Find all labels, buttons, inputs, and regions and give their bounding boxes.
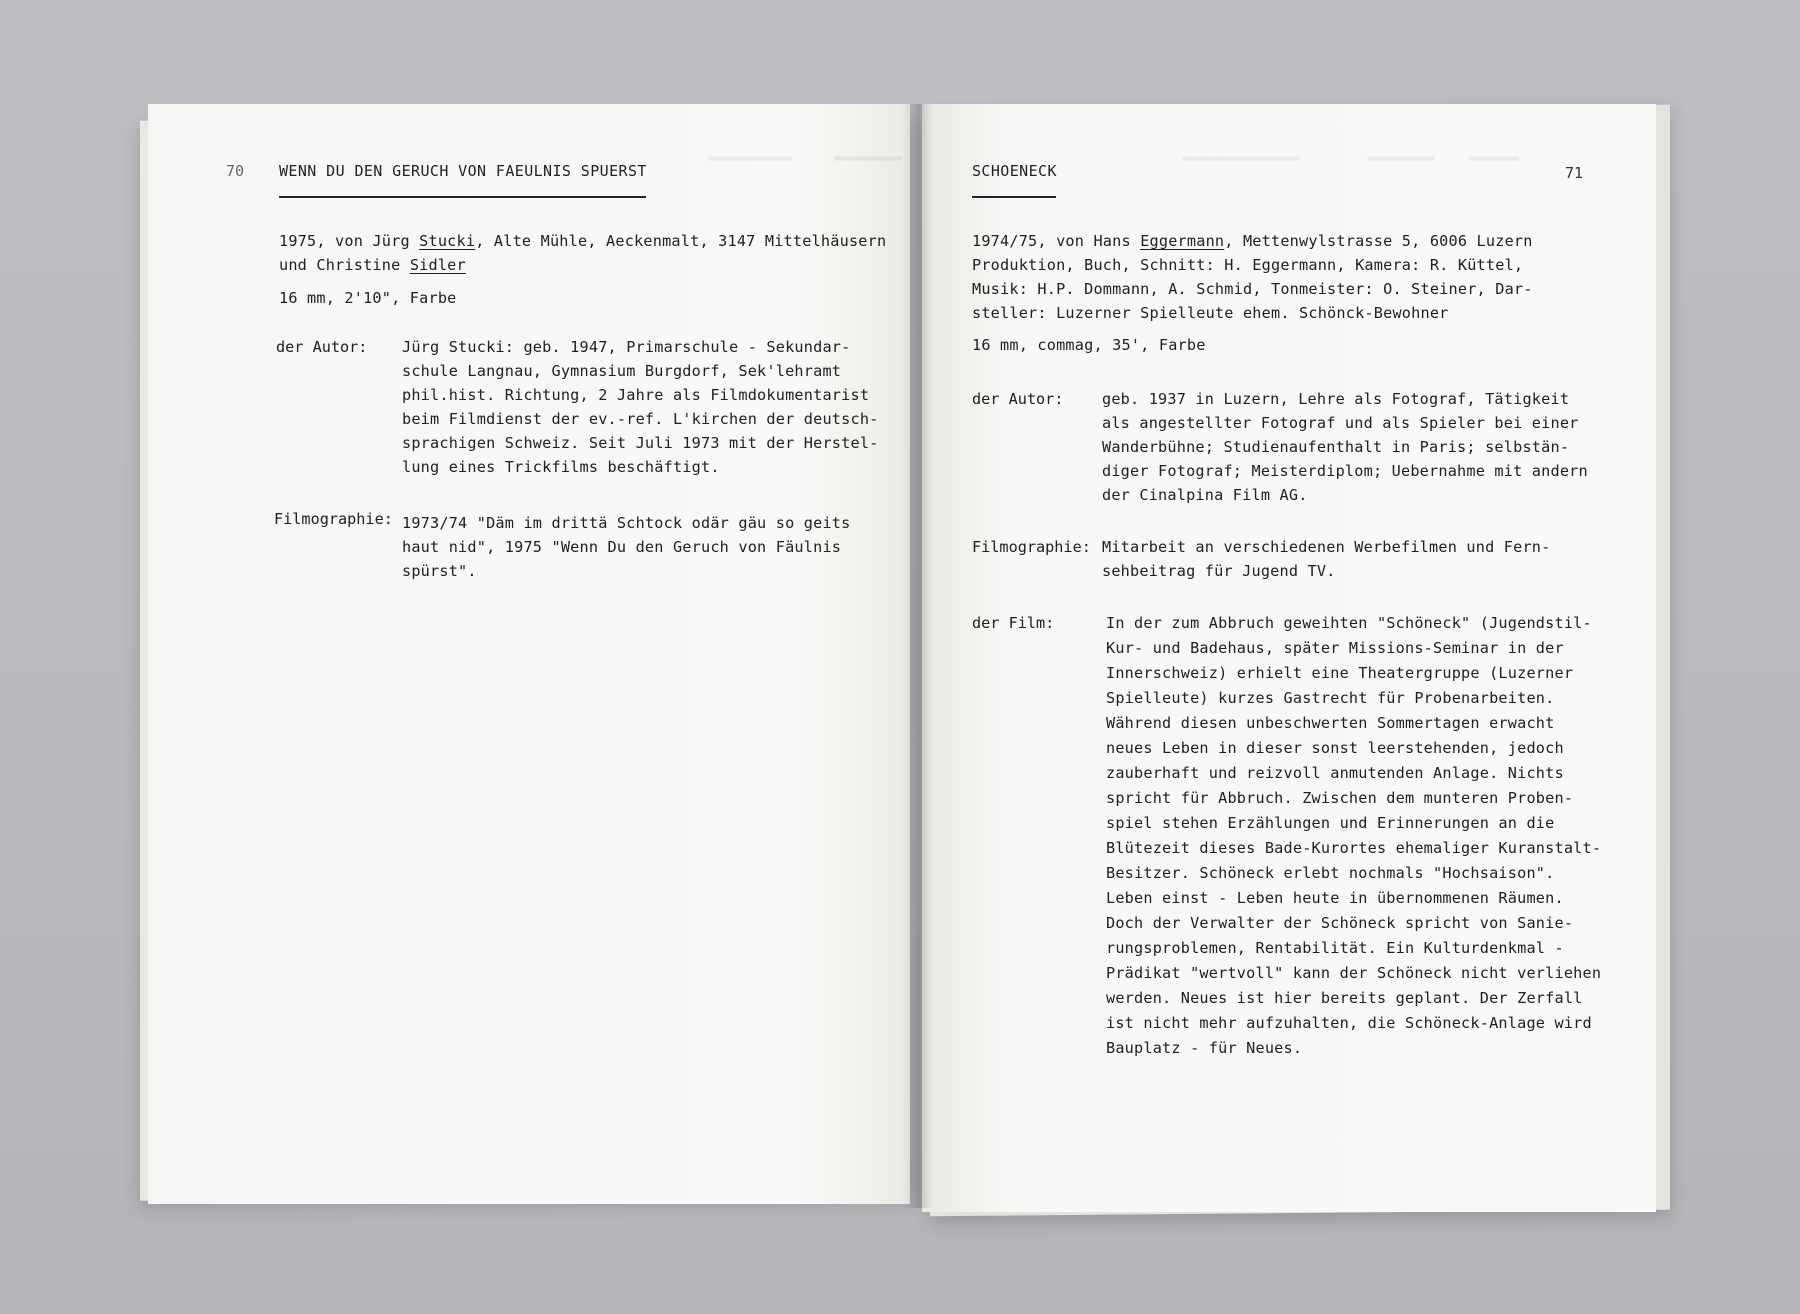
film-line: In der zum Abbruch geweihten "Schöneck" (Jugendstil-	[1106, 614, 1592, 632]
autor-line: lung eines Trickfilms beschäftigt.	[402, 458, 720, 476]
title-rule	[972, 196, 1056, 198]
author-surname: Stucki	[419, 232, 476, 250]
filmographie-line: haut nid", 1975 "Wenn Du den Geruch von Fäulnis	[402, 538, 842, 556]
credits-line-1: 1974/75, von Hans Eggermann, Mettenwylstrasse 5, 6006 Luzern	[972, 232, 1533, 250]
running-title: SCHOENECK	[972, 162, 1057, 180]
left-page	[148, 104, 910, 1204]
autor-label: der Autor:	[972, 390, 1064, 408]
film-format: 16 mm, commag, 35', Farbe	[972, 336, 1206, 354]
autor-line: diger Fotograf; Meisterdiplom; Uebernahme mit andern	[1102, 462, 1588, 480]
filmographie-line: Mitarbeit an verschiedenen Werbefilmen und Fern-	[1102, 538, 1551, 556]
film-line: ist nicht mehr aufzuhalten, die Schöneck-Anlage wird	[1106, 1014, 1592, 1032]
film-line: Besitzer. Schöneck erlebt nochmals "Hochsaison".	[1106, 864, 1555, 882]
title-rule	[279, 196, 646, 198]
film-line: Bauplatz - für Neues.	[1106, 1039, 1303, 1057]
film-line: Spielleute) kurzes Gastrecht für Probenarbeiten.	[1106, 689, 1555, 707]
film-line: Blütezeit dieses Bade-Kurortes ehemaliger Kuranstalt-	[1106, 839, 1602, 857]
filmographie-line: sehbeitrag für Jugend TV.	[1102, 562, 1336, 580]
credits-line: Produktion, Buch, Schnitt: H. Eggermann, Kamera: R. Küttel,	[972, 256, 1524, 274]
film-line: rungsproblemen, Rentabilität. Ein Kulturdenkmal -	[1106, 939, 1564, 957]
book-gutter	[902, 104, 932, 1208]
film-line: neues Leben in dieser sonst leerstehenden, jedoch	[1106, 739, 1564, 757]
film-line: Leben einst - Leben heute in übernommenen Räumen.	[1106, 889, 1564, 907]
autor-line: geb. 1937 in Luzern, Lehre als Fotograf, Tätigkeit	[1102, 390, 1570, 408]
autor-label: der Autor:	[276, 338, 368, 356]
running-title: WENN DU DEN GERUCH VON FAEULNIS SPUERST	[279, 162, 647, 180]
film-line: Während diesen unbeschwerten Sommertagen erwacht	[1106, 714, 1555, 732]
filmographie-label: Filmographie:	[274, 510, 393, 528]
autor-line: als angestellter Fotograf und als Spieler bei einer	[1102, 414, 1579, 432]
film-line: werden. Neues ist hier bereits geplant. Der Zerfall	[1106, 989, 1583, 1007]
film-line: zauberhaft und reizvoll anmutenden Anlage. Nichts	[1106, 764, 1564, 782]
autor-line: Wanderbühne; Studienaufenthalt in Paris; selbstän-	[1102, 438, 1570, 456]
credits-line-2: und Christine Sidler	[279, 256, 466, 274]
film-line: spiel stehen Erzählungen und Erinnerungen an die	[1106, 814, 1555, 832]
film-line: spricht für Abbruch. Zwischen dem munteren Proben-	[1106, 789, 1574, 807]
autor-line: schule Langnau, Gymnasium Burgdorf, Sek'lehramt	[402, 362, 842, 380]
film-format: 16 mm, 2'10", Farbe	[279, 289, 457, 307]
page-number: 70	[226, 162, 245, 180]
film-line: Innerschweiz) erhielt eine Theatergruppe (Luzerner	[1106, 664, 1574, 682]
show-through-text: ▬▬▬▬▬▬▬▬▬▬ ▬▬▬▬▬▬▬▬	[708, 150, 902, 166]
coauthor-surname: Sidler	[409, 256, 466, 274]
autor-line: beim Filmdienst der ev.-ref. L'kirchen der deutsch-	[402, 410, 879, 428]
right-page	[922, 104, 1656, 1212]
film-line: Kur- und Badehaus, später Missions-Seminar in der	[1106, 639, 1564, 657]
page-number: 71	[1565, 164, 1584, 182]
filmographie-line: 1973/74 "Däm im drittä Schtock odär gäu so geits	[402, 514, 851, 532]
film-label: der Film:	[972, 614, 1055, 632]
credits-line: steller: Luzerner Spielleute ehem. Schönck-Bewohner	[972, 304, 1449, 322]
credits-line-1: 1975, von Jürg Stucki, Alte Mühle, Aeckenmalt, 3147 Mittelhäusern	[279, 232, 887, 250]
autor-line: der Cinalpina Film AG.	[1102, 486, 1308, 504]
filmographie-line: spürst".	[402, 562, 477, 580]
autor-line: sprachigen Schweiz. Seit Juli 1973 mit der Herstel-	[402, 434, 879, 452]
autor-line: phil.hist. Richtung, 2 Jahre als Filmdokumentarist	[402, 386, 870, 404]
autor-line: Jürg Stucki: geb. 1947, Primarschule - Sekundar-	[402, 338, 851, 356]
film-line: Doch der Verwalter der Schöneck spricht von Sanie-	[1106, 914, 1574, 932]
show-through-text: ▬▬▬▬▬▬▬▬▬▬▬▬▬▬ ▬▬▬▬▬▬▬▬ ▬▬▬▬▬▬	[1182, 150, 1520, 166]
filmographie-label: Filmographie:	[972, 538, 1091, 556]
author-surname: Eggermann	[1140, 232, 1225, 250]
credits-line: Musik: H.P. Dommann, A. Schmid, Tonmeister: O. Steiner, Dar-	[972, 280, 1533, 298]
film-line: Prädikat "wertvoll" kann der Schöneck nicht verliehen	[1106, 964, 1602, 982]
